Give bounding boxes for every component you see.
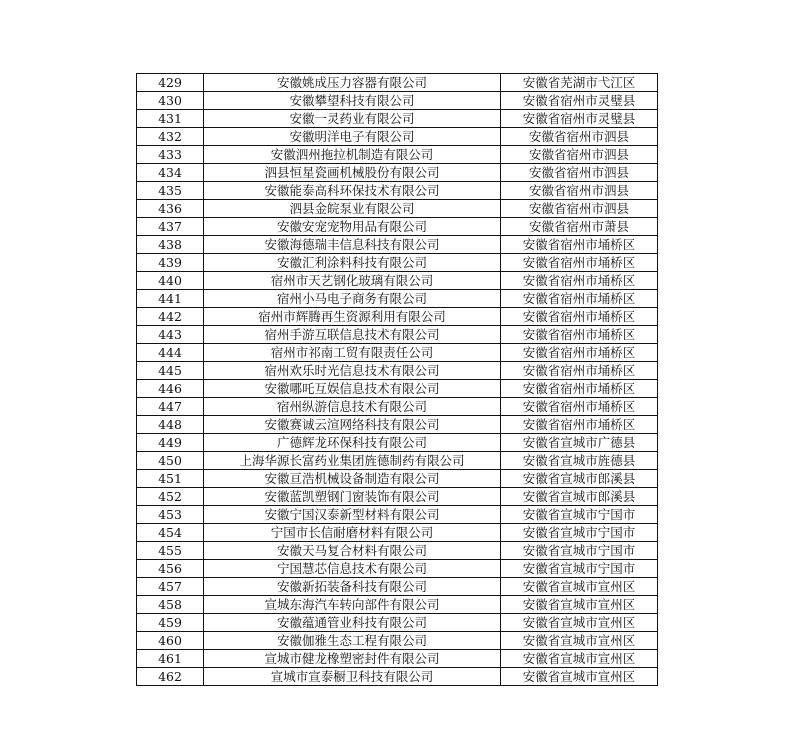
company-name-cell: 安徽海德瑞丰信息科技有限公司 <box>204 236 501 254</box>
table-row <box>137 470 658 488</box>
company-name-cell: 宿州手游互联信息技术有限公司 <box>204 326 501 344</box>
table-row <box>137 92 658 110</box>
row-number-cell: 461 <box>137 650 204 668</box>
row-number-cell: 445 <box>137 362 204 380</box>
region-cell: 安徽省宿州市泗县 <box>501 200 658 218</box>
row-number-cell: 432 <box>137 128 204 146</box>
company-name-cell: 宿州市辉腾再生资源利用有限公司 <box>204 308 501 326</box>
company-name-cell: 泗县金皖泵业有限公司 <box>204 200 501 218</box>
table-row <box>137 146 658 164</box>
company-name-cell: 安徽安宠宠物用品有限公司 <box>204 218 501 236</box>
company-name-cell: 安徽能泰高科环保技术有限公司 <box>204 182 501 200</box>
table-row <box>137 542 658 560</box>
region-cell: 安徽省宿州市埇桥区 <box>501 272 658 290</box>
table-row <box>137 236 658 254</box>
table-row <box>137 488 658 506</box>
company-name-cell: 宣城市宣泰橱卫科技有限公司 <box>204 668 501 686</box>
table-row <box>137 254 658 272</box>
region-cell: 安徽省宿州市灵璧县 <box>501 110 658 128</box>
company-table <box>136 73 658 686</box>
row-number-cell: 431 <box>137 110 204 128</box>
company-name-cell: 安徽姚成压力容器有限公司 <box>204 74 501 92</box>
table-row <box>137 272 658 290</box>
row-number-cell: 439 <box>137 254 204 272</box>
region-cell: 安徽省宿州市埇桥区 <box>501 326 658 344</box>
region-cell: 安徽省宣城市宣州区 <box>501 596 658 614</box>
company-name-cell: 安徽泗州拖拉机制造有限公司 <box>204 146 501 164</box>
company-name-cell: 安徽伽雅生态工程有限公司 <box>204 632 501 650</box>
row-number-cell: 448 <box>137 416 204 434</box>
table-row <box>137 668 658 686</box>
row-number-cell: 459 <box>137 614 204 632</box>
row-number-cell: 429 <box>137 74 204 92</box>
row-number-cell: 450 <box>137 452 204 470</box>
row-number-cell: 454 <box>137 524 204 542</box>
table-row <box>137 650 658 668</box>
table-row <box>137 524 658 542</box>
table-row <box>137 326 658 344</box>
region-cell: 安徽省宿州市萧县 <box>501 218 658 236</box>
company-list-sheet <box>136 73 657 686</box>
row-number-cell: 436 <box>137 200 204 218</box>
company-name-cell: 宿州小马电子商务有限公司 <box>204 290 501 308</box>
region-cell: 安徽省宣城市宣州区 <box>501 668 658 686</box>
company-name-cell: 安徽宁国汉泰新型材料有限公司 <box>204 506 501 524</box>
table-row <box>137 398 658 416</box>
row-number-cell: 442 <box>137 308 204 326</box>
region-cell: 安徽省宣城市宁国市 <box>501 560 658 578</box>
company-name-cell: 安徽明洋电子有限公司 <box>204 128 501 146</box>
company-name-cell: 广德辉龙环保科技有限公司 <box>204 434 501 452</box>
company-name-cell: 宣城市健龙橡塑密封件有限公司 <box>204 650 501 668</box>
row-number-cell: 440 <box>137 272 204 290</box>
region-cell: 安徽省宿州市泗县 <box>501 164 658 182</box>
table-row <box>137 560 658 578</box>
company-name-cell: 宿州市祁南工贸有限责任公司 <box>204 344 501 362</box>
region-cell: 安徽省宣城市广德县 <box>501 434 658 452</box>
region-cell: 安徽省宿州市泗县 <box>501 146 658 164</box>
company-name-cell: 安徽新拓装备科技有限公司 <box>204 578 501 596</box>
region-cell: 安徽省芜湖市弋江区 <box>501 74 658 92</box>
table-row <box>137 632 658 650</box>
region-cell: 安徽省宣城市宣州区 <box>501 632 658 650</box>
region-cell: 安徽省宿州市埇桥区 <box>501 362 658 380</box>
region-cell: 安徽省宿州市泗县 <box>501 182 658 200</box>
company-name-cell: 宣城东海汽车转向部件有限公司 <box>204 596 501 614</box>
table-row <box>137 452 658 470</box>
company-name-cell: 安徽亘浩机械设备制造有限公司 <box>204 470 501 488</box>
table-row <box>137 416 658 434</box>
region-cell: 安徽省宿州市埇桥区 <box>501 416 658 434</box>
row-number-cell: 449 <box>137 434 204 452</box>
company-name-cell: 宿州纵游信息技术有限公司 <box>204 398 501 416</box>
region-cell: 安徽省宿州市泗县 <box>501 128 658 146</box>
table-row <box>137 74 658 92</box>
row-number-cell: 444 <box>137 344 204 362</box>
region-cell: 安徽省宿州市埇桥区 <box>501 290 658 308</box>
row-number-cell: 443 <box>137 326 204 344</box>
row-number-cell: 441 <box>137 290 204 308</box>
region-cell: 安徽省宣城市宣州区 <box>501 614 658 632</box>
table-row <box>137 362 658 380</box>
company-name-cell: 泗县恒星瓷画机械股份有限公司 <box>204 164 501 182</box>
table-row <box>137 164 658 182</box>
table-row <box>137 578 658 596</box>
region-cell: 安徽省宣城市旌德县 <box>501 452 658 470</box>
company-name-cell: 安徽天马复合材料有限公司 <box>204 542 501 560</box>
region-cell: 安徽省宿州市埇桥区 <box>501 236 658 254</box>
company-name-cell: 宁国市长信耐磨材料有限公司 <box>204 524 501 542</box>
row-number-cell: 456 <box>137 560 204 578</box>
region-cell: 安徽省宿州市埇桥区 <box>501 254 658 272</box>
row-number-cell: 438 <box>137 236 204 254</box>
table-row <box>137 596 658 614</box>
company-name-cell: 安徽蕴通管业科技有限公司 <box>204 614 501 632</box>
row-number-cell: 446 <box>137 380 204 398</box>
company-name-cell: 宿州市天艺钢化玻璃有限公司 <box>204 272 501 290</box>
row-number-cell: 430 <box>137 92 204 110</box>
row-number-cell: 447 <box>137 398 204 416</box>
company-name-cell: 安徽攀望科技有限公司 <box>204 92 501 110</box>
region-cell: 安徽省宿州市埇桥区 <box>501 344 658 362</box>
region-cell: 安徽省宣城市郎溪县 <box>501 488 658 506</box>
row-number-cell: 452 <box>137 488 204 506</box>
company-name-cell: 宁国慧芯信息技术有限公司 <box>204 560 501 578</box>
region-cell: 安徽省宿州市灵璧县 <box>501 92 658 110</box>
row-number-cell: 457 <box>137 578 204 596</box>
region-cell: 安徽省宣城市宣州区 <box>501 578 658 596</box>
company-name-cell: 安徽汇利涂料科技有限公司 <box>204 254 501 272</box>
company-name-cell: 安徽赛诚云渲网络科技有限公司 <box>204 416 501 434</box>
table-row <box>137 128 658 146</box>
row-number-cell: 435 <box>137 182 204 200</box>
region-cell: 安徽省宿州市埇桥区 <box>501 398 658 416</box>
region-cell: 安徽省宣城市宣州区 <box>501 650 658 668</box>
region-cell: 安徽省宣城市宁国市 <box>501 506 658 524</box>
table-row <box>137 380 658 398</box>
table-row <box>137 434 658 452</box>
company-name-cell: 宿州欢乐时光信息技术有限公司 <box>204 362 501 380</box>
row-number-cell: 451 <box>137 470 204 488</box>
company-name-cell: 上海华源长富药业集团旌德制药有限公司 <box>204 452 501 470</box>
table-row <box>137 290 658 308</box>
table-row <box>137 344 658 362</box>
row-number-cell: 460 <box>137 632 204 650</box>
row-number-cell: 433 <box>137 146 204 164</box>
table-row <box>137 218 658 236</box>
region-cell: 安徽省宣城市宁国市 <box>501 542 658 560</box>
table-row <box>137 110 658 128</box>
row-number-cell: 455 <box>137 542 204 560</box>
table-row <box>137 200 658 218</box>
table-row <box>137 614 658 632</box>
row-number-cell: 434 <box>137 164 204 182</box>
row-number-cell: 462 <box>137 668 204 686</box>
table-row <box>137 182 658 200</box>
table-row <box>137 506 658 524</box>
company-table-body <box>137 74 658 686</box>
company-name-cell: 安徽一灵药业有限公司 <box>204 110 501 128</box>
row-number-cell: 437 <box>137 218 204 236</box>
table-row <box>137 308 658 326</box>
row-number-cell: 453 <box>137 506 204 524</box>
row-number-cell: 458 <box>137 596 204 614</box>
region-cell: 安徽省宿州市埇桥区 <box>501 380 658 398</box>
region-cell: 安徽省宿州市埇桥区 <box>501 308 658 326</box>
region-cell: 安徽省宣城市郎溪县 <box>501 470 658 488</box>
company-name-cell: 安徽蓝凯塑钢门窗装饰有限公司 <box>204 488 501 506</box>
company-name-cell: 安徽哪吒互娱信息技术有限公司 <box>204 380 501 398</box>
region-cell: 安徽省宣城市宁国市 <box>501 524 658 542</box>
